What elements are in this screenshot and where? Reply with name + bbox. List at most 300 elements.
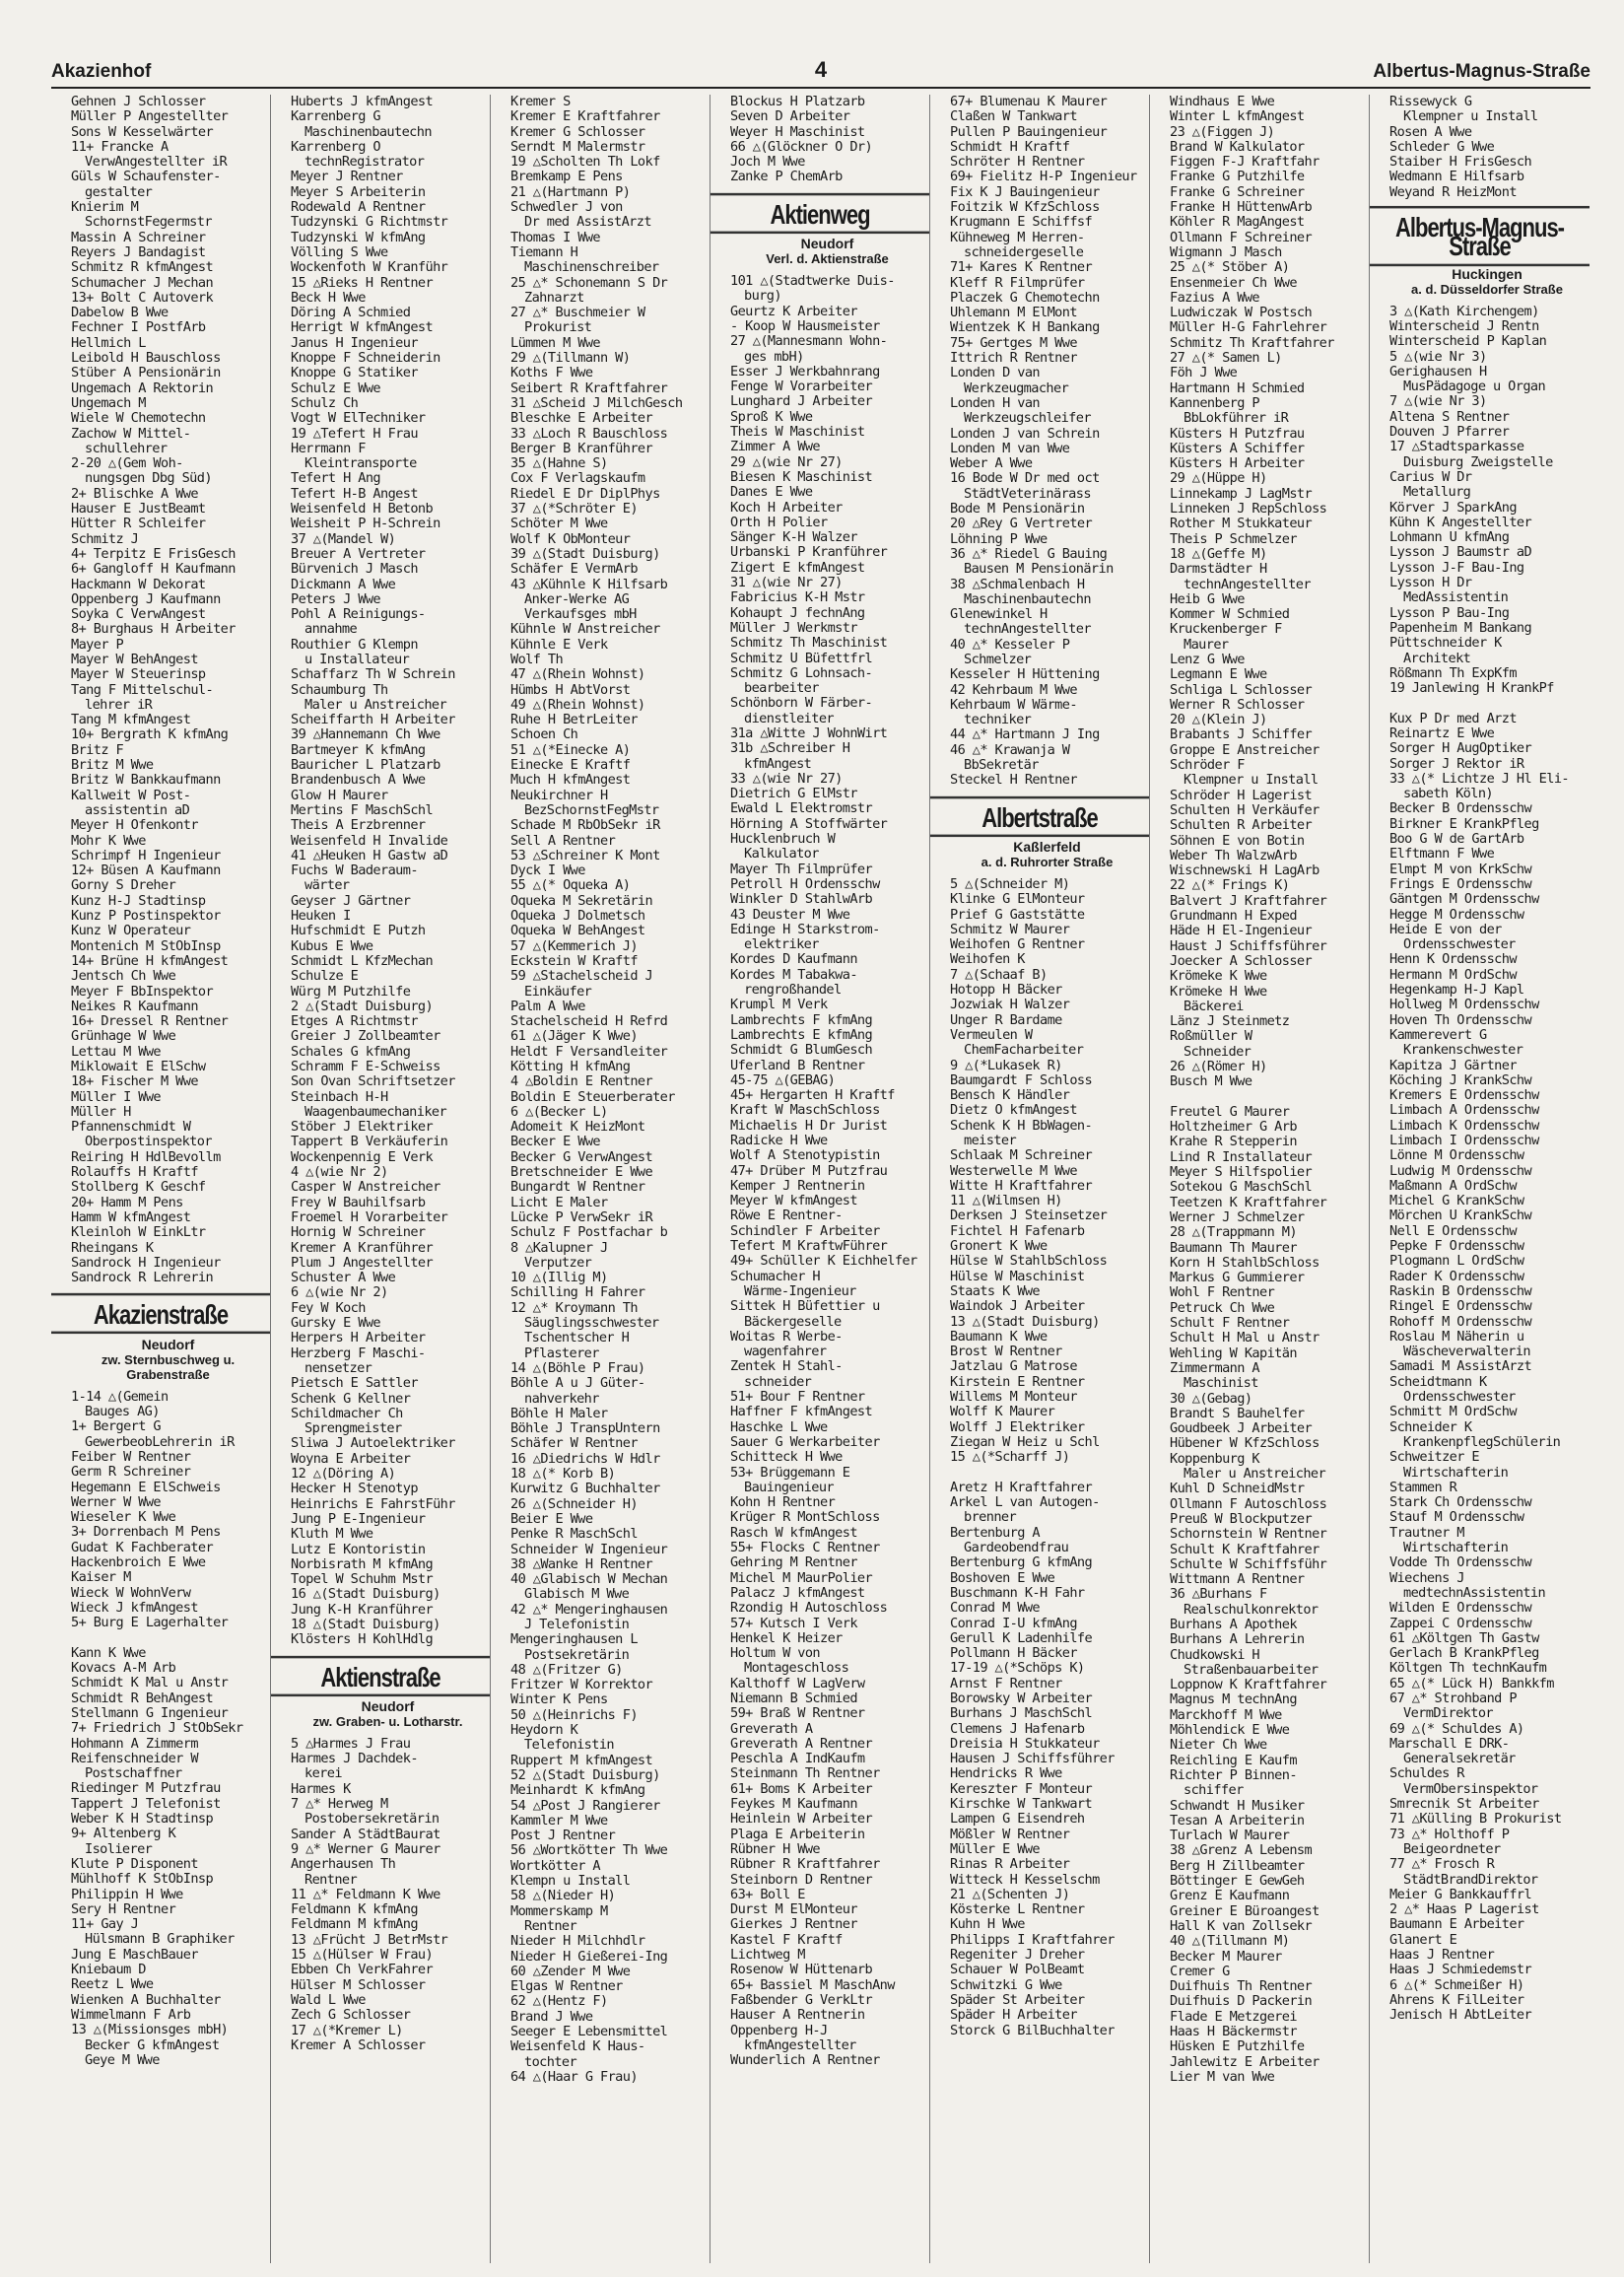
resident-entry: Orth H Polier — [730, 515, 828, 530]
street-location-note: zw. Sternbuschweg u. Grabenstraße — [101, 1351, 236, 1382]
resident-entry: Winkler D StahlwArb — [730, 892, 873, 908]
resident-entry: Post J Rentner — [510, 1828, 616, 1844]
resident-entry: 56 △Wortkötter Th Wwe — [510, 1843, 668, 1859]
resident-entry: Schauer W PolBeamt — [950, 1963, 1085, 1978]
resident-entry: 11+ Gay J — [71, 1917, 139, 1933]
resident-entry: Lysson P Bau-Ing — [1389, 605, 1510, 621]
resident-entry: Meier G Bankkauffrl — [1389, 1887, 1532, 1902]
resident-entry: Harmes K — [291, 1781, 351, 1797]
resident-entry: 39 △(Stadt Duisburg) — [510, 546, 660, 562]
resident-entry: Krankenschwester — [1403, 1043, 1523, 1059]
resident-entry: Tudzynski G Richtmstr — [291, 215, 448, 231]
resident-entry: schiffer — [1184, 1783, 1244, 1799]
resident-entry: Danes E Wwe — [730, 485, 813, 501]
resident-entry: Elgas W Rentner — [510, 1979, 623, 1995]
resident-entry: Tefert H Ang — [291, 471, 381, 487]
resident-entry: Heib G Wwe — [1170, 591, 1245, 607]
district-name: Neudorf — [361, 1697, 415, 1714]
resident-entry: Jung K-H Kranführer — [291, 1602, 434, 1618]
resident-entry: VermObersinspektor — [1403, 1781, 1538, 1797]
resident-entry: Dickmann A Wwe — [291, 577, 396, 592]
resident-entry: 67+ Blumenau K Maurer — [950, 95, 1108, 109]
resident-entry: Werner R Schlosser — [1170, 697, 1305, 713]
resident-entry: Knoppe F Schneiderin — [291, 351, 440, 367]
resident-entry: Sliwa J Autoelektriker — [291, 1436, 455, 1452]
resident-entry: Etges A Richtmstr — [291, 1014, 418, 1030]
resident-entry: Birkner E KrankPfleg — [1389, 816, 1539, 832]
resident-entry: Durst M ElMonteur — [730, 1902, 857, 1918]
resident-entry: Fechner I PostfArb — [71, 320, 206, 336]
resident-entry: Altena S Rentner — [1389, 409, 1510, 425]
resident-entry: Weisenfeld H Betonb — [291, 502, 434, 518]
resident-entry: Lind R Installateur — [1170, 1149, 1313, 1165]
resident-entry: Bauricher L Platzarb — [291, 758, 440, 774]
resident-entry: Wolf Th — [510, 652, 564, 667]
resident-entry: Straßenbauarbeiter — [1184, 1662, 1319, 1678]
resident-entry: kfmAngestellter — [744, 2037, 856, 2053]
resident-entry: Klempner u Install — [1184, 773, 1319, 789]
resident-entry: Mertins F MaschSchl — [291, 802, 434, 818]
directory-column — [710, 95, 930, 2263]
resident-entry: Routhier G Klempn — [291, 637, 418, 653]
resident-entry: kfmAngest — [744, 756, 812, 772]
directory-column — [51, 95, 271, 2263]
resident-entry: 13 △(Stadt Duisburg) — [950, 1314, 1100, 1330]
resident-entry: Son Ovan Schriftsetzer — [291, 1074, 455, 1090]
resident-entry: Müller P Angestellter — [71, 109, 229, 125]
resident-entry: Schornstein W Rentner — [1170, 1527, 1327, 1543]
resident-entry: Rheingans K — [71, 1240, 154, 1256]
resident-entry: Brandenbusch A Wwe — [291, 773, 426, 789]
resident-entry: 42 △* Mengeringhausen — [510, 1602, 668, 1618]
resident-entry: Krömeke H Wwe — [1170, 984, 1267, 1000]
resident-entry: 15 △Rieks H Rentner — [291, 275, 434, 291]
resident-entry: Wieseler K Wwe — [71, 1510, 176, 1526]
resident-entry: Chudkowski H — [1170, 1647, 1260, 1663]
resident-entry: Becker G VerwAngest — [510, 1149, 653, 1165]
resident-entry: Gudat K Fachberater — [71, 1540, 214, 1555]
resident-entry: Völling S Wwe — [291, 244, 388, 260]
resident-entry: Schulten H Verkäufer — [1170, 802, 1320, 818]
resident-entry: Wiechens J — [1389, 1570, 1464, 1586]
street-heading: Albertstraße — [930, 795, 1149, 837]
resident-entry: 67 △* Strohband P — [1389, 1690, 1517, 1706]
resident-entry: Meyer S Hilfspolier — [1170, 1165, 1313, 1181]
resident-entry: Dr med AssistArzt — [524, 215, 651, 231]
resident-entry: Ruhe H BetrLeiter — [510, 713, 638, 728]
resident-entry: 35 △(Hahne S) — [510, 456, 608, 472]
resident-entry: Biesen K Maschinist — [730, 469, 873, 485]
resident-entry: Rother M Stukkateur — [1170, 517, 1313, 532]
resident-entry: 44 △* Hartmann J Ing — [950, 727, 1100, 743]
resident-entry: Müller H — [71, 1104, 131, 1120]
resident-entry: Werkzeugmacher — [964, 380, 1069, 396]
resident-entry: Reetz L Wwe — [71, 1977, 154, 1993]
resident-entry: Wirtschafterin — [1403, 1465, 1509, 1481]
resident-entry: 71 △Külling B Prokurist — [1389, 1812, 1562, 1828]
resident-entry: Thomas I Wwe — [510, 230, 601, 245]
resident-entry: 6 △(wie Nr 2) — [291, 1285, 388, 1301]
resident-entry: 16 △Diedrichs W Hdlr — [510, 1451, 660, 1467]
resident-entry: Mohr K Wwe — [71, 833, 146, 849]
resident-entry: Legmann E Wwe — [1170, 667, 1267, 683]
resident-entry: 43 △Kühnle K Hilfsarb — [510, 577, 668, 592]
resident-entry: 7 △(wie Nr 3) — [1389, 394, 1487, 410]
resident-entry: Lier M van Wwe — [1170, 2069, 1275, 2085]
resident-entry: 17-19 △(*Schöps K) — [950, 1661, 1085, 1677]
resident-entry: Michaelis H Dr Jurist — [730, 1118, 888, 1134]
resident-entry: Bauingenieur — [744, 1480, 835, 1495]
resident-entry: Wittmann A Rentner — [1170, 1572, 1305, 1588]
resident-entry: Sell A Rentner — [510, 833, 616, 849]
resident-entry: Kuhn H Wwe — [950, 1917, 1025, 1933]
resident-entry: Hümbs H AbtVorst — [510, 682, 631, 698]
resident-entry: Mayer P — [71, 637, 124, 653]
resident-entry: Nieder H Gießerei-Ing — [510, 1949, 668, 1965]
resident-entry: Kaiser M — [71, 1570, 131, 1586]
resident-entry: Wilden E Ordensschw — [1389, 1601, 1532, 1617]
resident-entry: Holtum W von — [730, 1646, 821, 1662]
resident-entry: Körver J SparkAng — [1389, 500, 1517, 516]
resident-entry: Kubus E Wwe — [291, 938, 373, 954]
resident-entry: BezSchornstFegMstr — [524, 802, 659, 818]
resident-entry: Schuster A Wwe — [291, 1271, 396, 1286]
resident-entry: Steinbach H-H — [291, 1089, 388, 1105]
resident-entry: Palacz J kfmAngest — [730, 1585, 865, 1601]
resident-entry: 31a △Witte J WohnWirt — [730, 725, 888, 741]
resident-entry: Seibert R Kraftfahrer — [510, 380, 668, 396]
resident-entry: 31 △Scheid J MilchGesch — [510, 395, 683, 411]
resident-entry: Stüber A Pensionärin — [71, 366, 221, 381]
resident-entry: Schult H Mal u Anstr — [1170, 1331, 1320, 1346]
resident-entry: Schweitzer E — [1389, 1450, 1480, 1466]
resident-entry: rengroßhandel — [744, 983, 842, 999]
resident-entry: 6 △(* Schmeißer H) — [1389, 1977, 1524, 1993]
resident-entry: Fazius A Wwe — [1170, 290, 1260, 306]
resident-entry: wärter — [304, 878, 350, 894]
resident-entry: Löhning P Wwe — [950, 531, 1048, 547]
resident-entry: Conrad M Wwe — [950, 1601, 1041, 1617]
resident-entry: Hegge M Ordensschw — [1389, 907, 1524, 923]
resident-entry: Heydorn K — [510, 1723, 578, 1739]
resident-entry: kerei — [304, 1766, 342, 1782]
resident-entry: Kordes D Kaufmann — [730, 952, 857, 968]
resident-entry: 53 △Schreiner K Mont — [510, 848, 660, 863]
street-heading: Albertus-Magnus-Straße — [1370, 206, 1590, 266]
resident-entry: Oppenberg J Kaufmann — [71, 591, 221, 607]
resident-entry: Tefert H-B Angest — [291, 486, 418, 502]
resident-entry: Kordes M Tabakwa- — [730, 967, 857, 983]
resident-entry: Beier E Wwe — [510, 1511, 593, 1527]
resident-entry: Krahe R Stepperin — [1170, 1135, 1297, 1150]
resident-entry: Kremer A Kranführer — [291, 1240, 434, 1256]
resident-entry: Schmidt H Kraftf — [950, 139, 1070, 155]
resident-entry: Bensch K Händler — [950, 1088, 1070, 1104]
resident-entry: Schult K Kraftfahrer — [1170, 1542, 1320, 1557]
resident-entry: 48 △(Fritzer G) — [510, 1662, 623, 1678]
resident-entry — [71, 1631, 265, 1646]
resident-entry: Joch M Wwe — [730, 155, 805, 171]
resident-entry: 69+ Fielitz H-P Ingenieur — [950, 170, 1137, 185]
resident-entry: Ludwiczak W Postsch — [1170, 306, 1313, 321]
resident-entry: 16+ Dressel R Rentner — [71, 1014, 229, 1030]
resident-entry: Sproß K Wwe — [730, 409, 813, 425]
resident-entry: Wedmann E Hilfsarb — [1389, 170, 1524, 185]
resident-entry: Schönborn W Färber- — [730, 696, 873, 712]
resident-entry: Köching J KrankSchw — [1389, 1072, 1532, 1088]
resident-entry: Kammler M Wwe — [510, 1813, 608, 1828]
resident-entry: 33 △(* Lichtze J Hl Eli- — [1389, 771, 1570, 787]
resident-entry: Elftmann F Wwe — [1389, 847, 1495, 862]
resident-entry: Hellmich L — [71, 335, 146, 351]
resident-entry: Lunghard J Arbeiter — [730, 394, 873, 410]
resident-entry: Faßbender G VerkLtr — [730, 1992, 873, 2008]
resident-entry: Kremer S — [510, 95, 571, 109]
resident-entry: Maschinenbautechn — [304, 124, 432, 140]
resident-entry: Klempner u Install — [1403, 109, 1538, 125]
resident-entry: Kereszter F Monteur — [950, 1781, 1093, 1797]
resident-entry: 3 △(Kath Kirchengem) — [1389, 304, 1539, 319]
resident-entry: Ordensschwester — [1403, 1390, 1516, 1406]
resident-entry: Hegemann E ElSchweis — [71, 1480, 221, 1495]
resident-entry: Weyer H Maschinist — [730, 124, 865, 140]
resident-entry: 5+ Burg E Lagerhalter — [71, 1616, 229, 1631]
resident-entry: Postsekretärin — [524, 1647, 630, 1663]
resident-entry: 2 △* Haas P Lagerist — [1389, 1902, 1539, 1918]
resident-entry: Feldmann M kfmAng — [291, 1917, 418, 1933]
resident-entry: 9 △(*Lukasek R) — [950, 1058, 1062, 1073]
resident-entry: Becker B Ordensschw — [1389, 801, 1532, 817]
resident-entry: Lampen G Eisendreh — [950, 1812, 1085, 1828]
resident-entry: Reiring H HdlBevollm — [71, 1149, 221, 1165]
resident-entry: Haas J Rentner — [1389, 1948, 1495, 1964]
resident-entry: 2-20 △(Gem Woh- — [71, 456, 183, 472]
resident-entry: Boshoven E Wwe — [950, 1570, 1055, 1586]
resident-entry: Späder H Arbeiter — [950, 2008, 1077, 2024]
resident-entry: Limbach I Ordensschw — [1389, 1134, 1539, 1148]
resident-entry: Weber K H Stadtinsp — [71, 1812, 214, 1828]
resident-entry: Pietsch E Sattler — [291, 1376, 418, 1392]
resident-entry: Stöber J Elektriker — [291, 1120, 434, 1136]
resident-entry: 17 △(*Kremer L) — [291, 2023, 403, 2038]
resident-entry: 45-75 △(GEBAG) — [730, 1072, 836, 1088]
resident-entry: Pohl A Reinigungs- — [291, 607, 426, 623]
resident-entry: Gehring M Rentner — [730, 1555, 857, 1571]
resident-entry: Storck G BilBuchhalter — [950, 2023, 1115, 2038]
resident-entry: Unger R Bardame — [950, 1012, 1062, 1028]
resident-entry: 60 △Zender M Wwe — [510, 1964, 631, 1979]
resident-entry: Breuer A Vertreter — [291, 546, 426, 562]
resident-entry: Metallurg — [1403, 485, 1471, 501]
resident-entry: Kühnle W Anstreicher — [510, 622, 660, 638]
resident-entry: Kehrbaum W Wärme- — [950, 697, 1077, 713]
resident-entry: Meyer F BbInspektor — [71, 984, 214, 1000]
resident-entry: 4+ Terpitz E FrisGesch — [71, 546, 236, 562]
resident-entry: 40 △(Tillmann M) — [1170, 1934, 1290, 1950]
resident-entry: Böhle A u J Güter- — [510, 1376, 645, 1392]
resident-entry: 75+ Gertges M Wwe — [950, 335, 1077, 351]
resident-entry: 29 △(Tillmann W) — [510, 351, 631, 367]
resident-entry: Länz J Steinmetz — [1170, 1014, 1290, 1030]
resident-entry: Weber A Wwe — [950, 456, 1033, 472]
resident-entry: Michel G KrankSchw — [1389, 1194, 1524, 1209]
resident-entry: Schult F Rentner — [1170, 1316, 1290, 1332]
resident-entry: Uferland B Rentner — [730, 1058, 865, 1073]
resident-entry: 21 △(Hartmann P) — [510, 184, 631, 200]
resident-entry: Hütter R Schleifer — [71, 517, 206, 532]
resident-entry: Limbach A Ordensschw — [1389, 1103, 1539, 1119]
resident-entry: tochter — [524, 2054, 577, 2070]
resident-entry: Fey W Koch — [291, 1300, 366, 1316]
resident-entry: Sery H Rentner — [71, 1901, 176, 1917]
resident-entry: Massin A Schreiner — [71, 230, 206, 245]
resident-entry: Schaffarz Th W Schrein — [291, 667, 455, 683]
resident-entry: Flade E Metzgerei — [1170, 2009, 1297, 2025]
resident-entry: Hall K van Zollsekr — [1170, 1918, 1313, 1934]
resident-entry: Windhaus E Wwe — [1170, 95, 1275, 109]
resident-entry: Waindok J Arbeiter — [950, 1299, 1085, 1315]
resident-entry: Plum J Angestellter — [291, 1255, 434, 1271]
resident-entry: Mayer W BehAngest — [71, 652, 198, 667]
resident-entry: Jozwiak H Walzer — [950, 998, 1070, 1013]
resident-entry: 57 △(Kemmerich J) — [510, 938, 638, 954]
resident-entry: Penke R MaschSchl — [510, 1527, 638, 1543]
street-location-note: zw. Graben- u. Lotharstr. — [312, 1713, 463, 1729]
resident-entry: Hufschmidt E Putzh — [291, 924, 426, 939]
resident-entry: Költgen Th technKaufm — [1389, 1661, 1547, 1677]
resident-entry: 64 △(Haar G Frau) — [510, 2069, 638, 2085]
resident-entry: Schenk G Kellner — [291, 1391, 411, 1407]
street-location-note: Verl. d. Aktienstraße — [766, 251, 889, 267]
resident-entry: Wientzek K H Bankang — [950, 320, 1100, 336]
resident-entry: Regeniter J Dreher — [950, 1948, 1085, 1964]
resident-entry: 58 △(Nieder H) — [510, 1889, 616, 1904]
resident-entry: 31 △(wie Nr 27) — [730, 576, 843, 591]
resident-entry: 27 △(* Samen L) — [1170, 351, 1282, 367]
resident-entry: Kühn K Angestellter — [1389, 515, 1532, 530]
page-number: 4 — [814, 57, 828, 82]
resident-entry: 40 △Glabisch W Mechan — [510, 1572, 668, 1588]
resident-entry: Brandt S Bauhelfer — [1170, 1406, 1305, 1421]
resident-entry: Cox F Verlagskaufm — [510, 471, 645, 487]
resident-entry: 49 △(Rhein Wohnst) — [510, 697, 645, 713]
resident-entry: 55 △(* Oqueka A) — [510, 878, 631, 894]
resident-entry: Kallweit W Post- — [71, 788, 191, 803]
resident-entry: Schliga L Schlosser — [1170, 682, 1313, 698]
resident-entry: Steinborn D Rentner — [730, 1872, 873, 1888]
resident-entry: Oqueka J Dolmetsch — [510, 909, 645, 925]
resident-entry: Koch H Arbeiter — [730, 500, 843, 516]
resident-entry: Britz M Wwe — [71, 758, 154, 774]
resident-entry: Rosenow W Hüttenarb — [730, 1963, 873, 1978]
resident-entry: Boo G W de GartArb — [1389, 832, 1524, 848]
resident-entry: technAngestellter — [964, 622, 1091, 638]
resident-entry: Seven D Arbeiter — [730, 109, 850, 125]
resident-entry: Küsters H Putzfrau — [1170, 426, 1305, 442]
resident-entry: 6 △(Becker L) — [510, 1104, 608, 1120]
resident-entry: Schmitz G Lohnsach- — [730, 665, 873, 681]
resident-entry: Jahlewitz E Arbeiter — [1170, 2054, 1320, 2070]
resident-entry: Maschinenbautechn — [964, 591, 1091, 607]
resident-entry: Blockus H Platzarb — [730, 95, 865, 109]
resident-entry: Glabisch M Wwe — [524, 1587, 630, 1603]
resident-entry: Serndt M Malermstr — [510, 139, 645, 155]
resident-entry: Weyand R HeizMont — [1389, 184, 1517, 200]
resident-entry: Riedel E Dr DiplPhys — [510, 486, 660, 502]
resident-entry: Haas H Bäckermstr — [1170, 2025, 1297, 2039]
resident-entry: Becker E Wwe — [510, 1135, 601, 1150]
resident-entry: Aretz H Kraftfahrer — [950, 1480, 1093, 1495]
resident-entry: Nieter Ch Wwe — [1170, 1738, 1267, 1754]
resident-entry: Schulz F Postfachar b — [510, 1225, 668, 1241]
resident-entry: Lönne M Ordensschw — [1389, 1148, 1524, 1164]
resident-entry: Placzek G Chemotechn — [950, 290, 1100, 306]
resident-entry: Schmitz U Büfettfrl — [730, 651, 873, 666]
resident-entry: Buschmann K-H Fahr — [950, 1585, 1085, 1601]
resident-entry: Wischnewski H LagArb — [1170, 863, 1320, 879]
resident-entry: Montageschloss — [744, 1661, 849, 1677]
resident-entry: Klute P Disponent — [71, 1856, 198, 1872]
resident-entry: Schramm F E-Schweiss — [291, 1060, 440, 1074]
resident-entry: Kühneweg M Herren- — [950, 230, 1085, 245]
resident-entry: Theis P Schmelzer — [1170, 531, 1297, 547]
resident-entry: Samadi M AssistArzt — [1389, 1359, 1532, 1375]
resident-entry: Karrenberg G — [291, 109, 381, 125]
resident-entry: Gorny S Dreher — [71, 878, 176, 894]
resident-entry: Tefert M KraftwFührer — [730, 1239, 888, 1255]
resident-entry: Klösters H KohlHdlg — [291, 1632, 434, 1648]
resident-entry: Lücke P VerwSekr iR — [510, 1209, 653, 1225]
resident-entry: Zech G Schlosser — [291, 2008, 411, 2024]
resident-entry: Lutz E Kontoristin — [291, 1542, 426, 1557]
resident-entry: Schoen Ch — [510, 727, 578, 743]
resident-entry: Lambrechts F kfmAng — [730, 1012, 873, 1028]
resident-entry: Philippin H Wwe — [71, 1887, 183, 1902]
resident-entry: Schlaak M Schreiner — [950, 1148, 1093, 1164]
resident-entry: Klempn u Install — [510, 1874, 631, 1890]
resident-entry: Londen J van Schrein — [950, 426, 1100, 442]
resident-entry: 57+ Kutsch I Verk — [730, 1616, 857, 1631]
resident-entry: Kunz P Postinspektor — [71, 909, 221, 925]
resident-entry: Berger B Kranführer — [510, 441, 653, 456]
resident-entry: Conrad I-U kfmAng — [950, 1616, 1077, 1631]
resident-entry: Zappei C Ordensschw — [1389, 1616, 1532, 1631]
resident-entry: Generalsekretär — [1403, 1752, 1516, 1767]
resident-entry: Postschaffner — [85, 1766, 182, 1782]
resident-entry: nahverkehr — [524, 1391, 599, 1407]
resident-entry: 40 △* Kesseler P — [950, 637, 1070, 653]
resident-entry: Kux P Dr med Arzt — [1389, 711, 1517, 726]
directory-column — [1150, 95, 1370, 2263]
resident-entry: Esser J Werkbahnrang — [730, 364, 880, 380]
resident-entry: Schmidt R BehAngest — [71, 1690, 214, 1706]
resident-entry: Eckstein W Kraftf — [510, 953, 638, 969]
resident-entry: Schneider W Ingenieur — [510, 1542, 668, 1557]
resident-entry: Carius W Dr — [1389, 469, 1472, 485]
resident-entry: Linneken J RepSchloss — [1170, 502, 1327, 518]
resident-entry: 10+ Bergrath K kfmAng — [71, 727, 229, 743]
resident-entry: Wimmelmann F Arb — [71, 2007, 191, 2023]
resident-entry: Haust J Schiffsführer — [1170, 938, 1327, 954]
resident-entry: Grenz E Kaufmann — [1170, 1889, 1290, 1904]
resident-entry: 20 △(Klein J) — [1170, 713, 1267, 728]
resident-entry: Ziegan W Heiz u Schl — [950, 1434, 1100, 1450]
resident-entry: Baumann E Arbeiter — [1389, 1917, 1524, 1933]
resident-entry: Lichtweg M — [730, 1948, 805, 1964]
resident-entry: 62 △(Hentz F) — [510, 1994, 608, 2010]
resident-entry: Ollmann F Autoschloss — [1170, 1496, 1327, 1512]
resident-entry: elektriker — [744, 937, 819, 953]
